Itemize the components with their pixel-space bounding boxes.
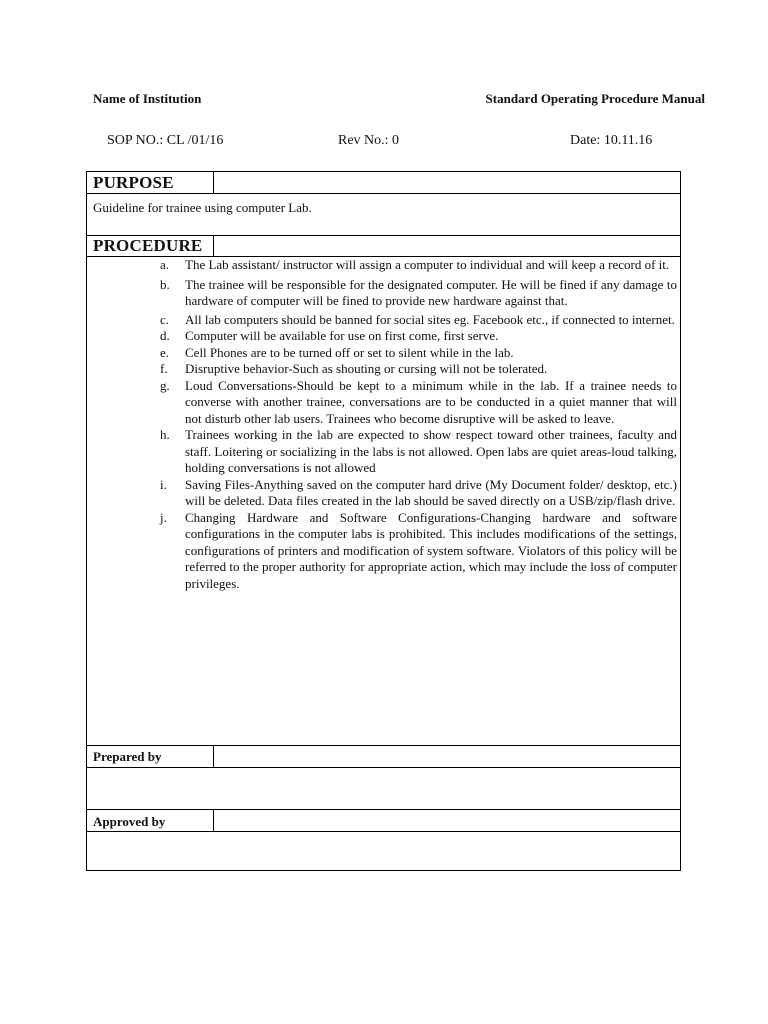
divider (87, 745, 680, 746)
prepared-by-label: Prepared by (93, 749, 162, 764)
purpose-text: Guideline for trainee using computer Lab. (93, 200, 312, 215)
item-text: Saving Files-Anything saved on the computer hard drive (My Document folder/ desktop, etc.) will be deleted. Data files created in the lab should be saved directly on a USB/zip/flash drive. (185, 476, 677, 508)
procedure-list (160, 257, 677, 592)
item-label: h. (160, 427, 170, 442)
list-item (160, 476, 677, 510)
item-text: All lab computers should be banned for social sites eg. Facebook etc., if connected to internet. (185, 311, 675, 327)
divider (213, 172, 214, 193)
item-label: b. (160, 276, 170, 292)
list-item (160, 377, 677, 428)
list-item (160, 276, 677, 310)
divider (213, 809, 214, 831)
revision-number: Rev No.: 0 (338, 133, 400, 148)
approved-by-label: Approved by (93, 814, 166, 829)
manual-title: Standard Operating Procedure Manual (485, 91, 705, 106)
divider (213, 235, 214, 256)
document-meta (107, 133, 667, 151)
purpose-title: PURPOSE (93, 173, 174, 192)
procedure-title: PROCEDURE (93, 236, 203, 255)
item-label: g. (160, 377, 170, 393)
divider (87, 809, 680, 810)
list-item (160, 361, 677, 378)
item-label: f. (160, 361, 168, 376)
list-item (160, 344, 677, 362)
list-item (160, 328, 677, 345)
item-label: a. (160, 257, 170, 272)
item-text: Loud Conversations-Should be kept to a minimum while in the lab. If a trainee needs to converse with another trainee, conversations are to be conducted in a quiet manner that will not disturb other lab users. Trainees who become disruptive will be asked to leave. (185, 377, 677, 426)
list-item (160, 257, 677, 274)
document-date: Date: 10.11.16 (570, 133, 653, 148)
item-text: The trainee will be responsible for the designated computer. He will be fined if any damage to hardware of computer will be fined to provide new hardware against that. (185, 276, 677, 308)
sop-table (86, 171, 681, 871)
item-label: i. (160, 476, 167, 492)
document-header (93, 91, 705, 109)
item-text: The Lab assistant/ instructor will assign a computer to individual and will keep a record of it. (185, 257, 670, 272)
item-text: Changing Hardware and Software Configurations-Changing hardware and software configurations in the computer labs is prohibited. This includes modifications of the settings, configurations of printers and modification of system software. Violators of this policy will be referred to the proper authority for appropriate action, which may include the loss of computer privileges. (185, 509, 677, 591)
institution-name: Name of Institution (93, 91, 202, 106)
list-item (160, 311, 677, 329)
sop-number: SOP NO.: CL /01/16 (107, 133, 224, 148)
divider (87, 193, 680, 194)
item-text: Disruptive behavior-Such as shouting or cursing will not be tolerated. (185, 361, 548, 376)
item-label: e. (160, 344, 170, 360)
item-text: Computer will be available for use on first come, first serve. (185, 328, 499, 343)
divider (87, 767, 680, 768)
divider (213, 745, 214, 767)
list-item (160, 427, 677, 477)
item-label: c. (160, 311, 170, 327)
item-label: j. (160, 509, 167, 525)
item-text: Trainees working in the lab are expected to show respect toward other trainees, faculty and staff. Loitering or socializing in the labs is not allowed. Open labs are quiet areas-loud talking, holding conversations is not allowed (185, 427, 677, 475)
item-label: d. (160, 328, 170, 343)
divider (87, 831, 680, 832)
item-text: Cell Phones are to be turned off or set to silent while in the lab. (185, 344, 514, 360)
list-item (160, 509, 677, 593)
